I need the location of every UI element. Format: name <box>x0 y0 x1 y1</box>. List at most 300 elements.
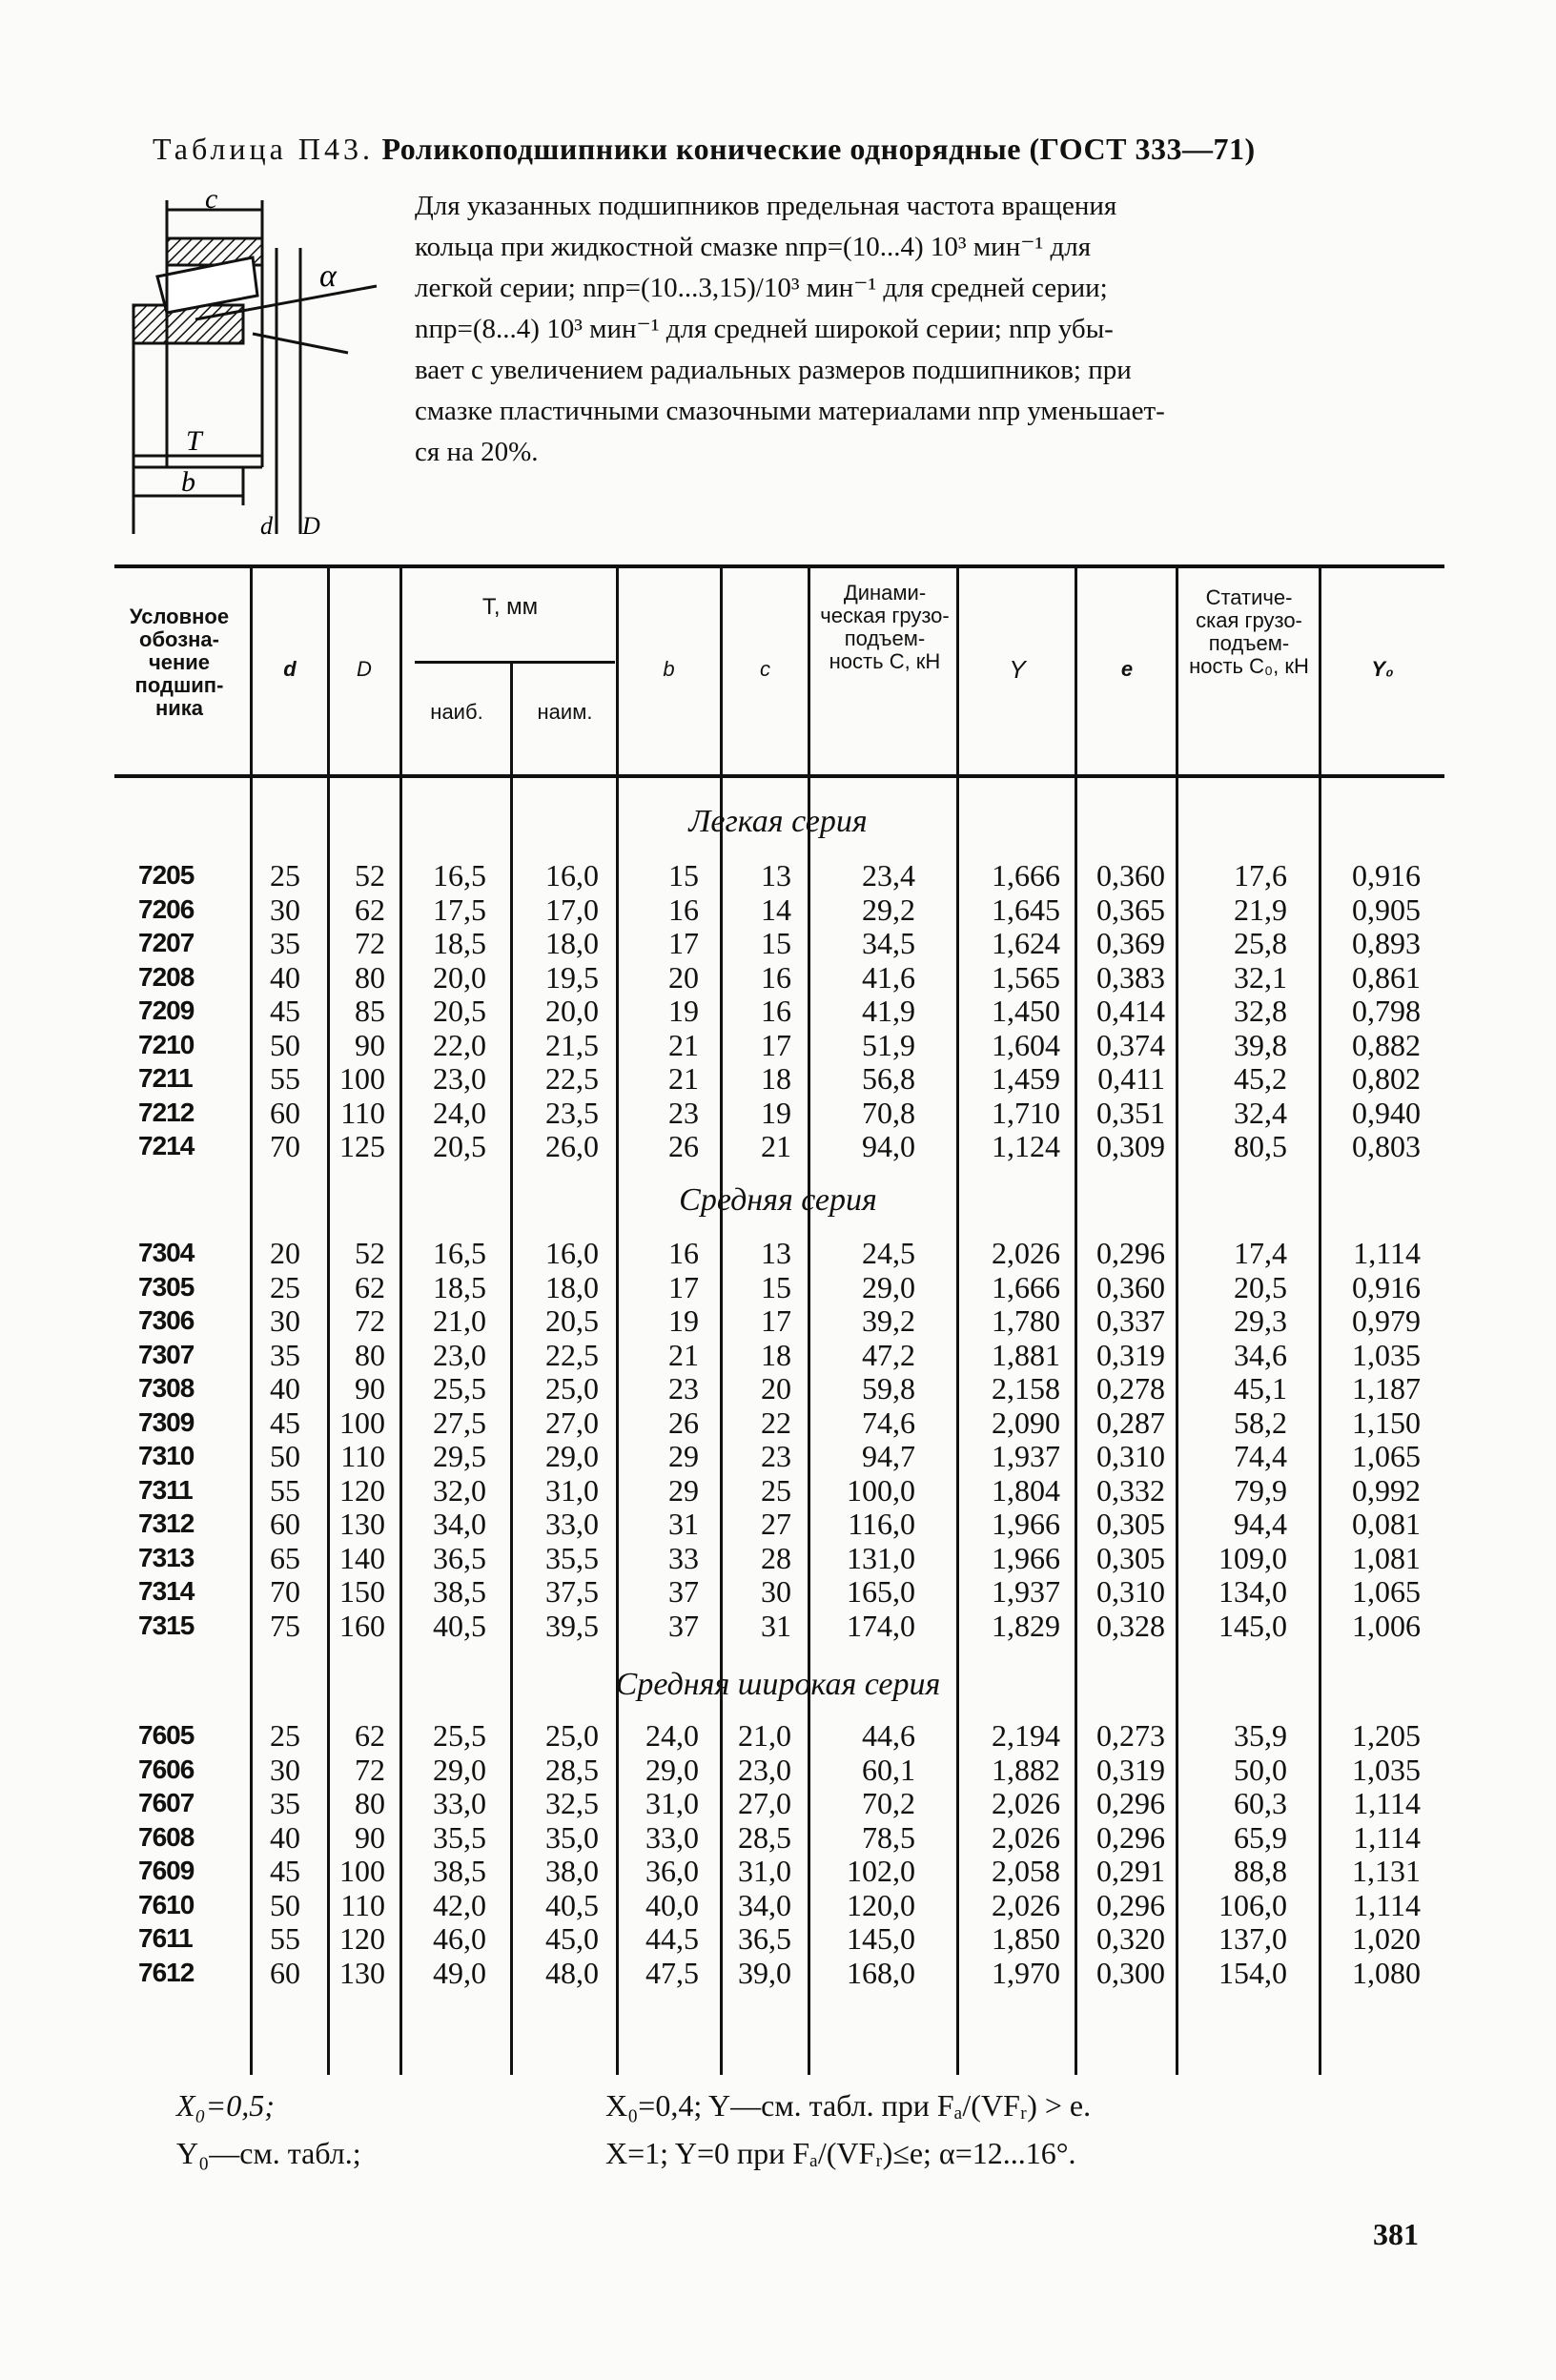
table-cell: 20,5 <box>1234 1269 1287 1304</box>
table-cell: 134,0 <box>1218 1574 1287 1609</box>
table-cell: 70 <box>270 1129 300 1163</box>
diagram-label-T: T <box>186 425 202 457</box>
table-cell: 1,780 <box>992 1303 1060 1338</box>
table-cell: 14 <box>761 892 791 927</box>
bearing-code-cell: 7610 <box>138 1889 194 1919</box>
table-cell: 74,6 <box>862 1405 915 1440</box>
table-cell: 24,0 <box>645 1718 699 1753</box>
table-cell: 0,287 <box>1096 1405 1165 1440</box>
table-cell: 2,026 <box>992 1819 1060 1855</box>
table-cell: 23 <box>668 1371 699 1405</box>
table-cell: 21,0 <box>738 1718 791 1753</box>
table-cell: 40 <box>270 959 300 995</box>
table-cell: 0,803 <box>1352 1129 1421 1163</box>
table-cell: 168,0 <box>847 1955 915 1990</box>
table-cell: 80 <box>355 1786 385 1820</box>
table-cell: 0,916 <box>1352 1269 1421 1304</box>
table-cell: 31,0 <box>545 1472 599 1508</box>
table-cell: 1,065 <box>1352 1439 1421 1473</box>
section-title-light: Легкая серия <box>688 804 868 839</box>
table-cell: 160 <box>339 1608 385 1643</box>
table-cell: 62 <box>355 892 385 927</box>
table-cell: 45,1 <box>1234 1371 1287 1405</box>
table-cell: 94,7 <box>862 1439 915 1473</box>
table-cell: 110 <box>340 1439 385 1473</box>
table-cell: 18 <box>761 1061 791 1096</box>
table-cell: 50 <box>270 1439 300 1473</box>
intro-line: смазке пластичными смазочными материалами nпр уменьшает- <box>415 396 1165 426</box>
table-cell: 40,0 <box>645 1887 699 1922</box>
table-cell: 80 <box>355 959 385 995</box>
table-cell: 131,0 <box>847 1540 915 1575</box>
table-cell: 18 <box>761 1337 791 1372</box>
bearing-code-cell: 7606 <box>138 1754 194 1784</box>
table-cell: 17,5 <box>433 892 486 927</box>
table-cell: 0,291 <box>1096 1854 1165 1888</box>
table-cell: 62 <box>355 1718 385 1753</box>
table-cell: 75 <box>270 1608 300 1643</box>
table-cell: 106,0 <box>1218 1887 1287 1922</box>
section-title-medium: Средняя серия <box>679 1182 877 1218</box>
table-cell: 0,300 <box>1096 1955 1165 1990</box>
table-cell: 26 <box>668 1129 699 1163</box>
table-cell: 102,0 <box>847 1854 915 1888</box>
table-cell: 35 <box>270 1786 300 1820</box>
table-cell: 28 <box>761 1540 791 1575</box>
bearing-code-cell: 7608 <box>138 1821 194 1852</box>
table-cell: 23,0 <box>433 1061 486 1096</box>
table-cell: 32,4 <box>1234 1095 1287 1130</box>
table-cell: 0,310 <box>1096 1574 1165 1609</box>
table-cell: 120,0 <box>847 1887 915 1922</box>
table-cell: 58,2 <box>1234 1405 1287 1440</box>
table-cell: 31 <box>761 1608 791 1643</box>
table-cell: 25,8 <box>1234 926 1287 960</box>
table-cell: 31,0 <box>738 1854 791 1888</box>
diagram-label-c: c <box>205 191 218 215</box>
table-cell: 20,5 <box>433 994 486 1028</box>
bearing-code-cell: 7312 <box>138 1508 194 1538</box>
table-cell: 2,026 <box>992 1236 1060 1270</box>
table-cell: 15 <box>761 926 791 960</box>
table-cell: 19 <box>761 1095 791 1130</box>
bearing-code-cell: 7311 <box>138 1474 193 1505</box>
table-cell: 29,0 <box>433 1752 486 1787</box>
table-cell: 0,309 <box>1096 1129 1165 1163</box>
table-cell: 65 <box>270 1540 300 1575</box>
table-cell: 60 <box>270 1507 300 1541</box>
table-cell: 42,0 <box>433 1887 486 1922</box>
bearing-code-cell: 7304 <box>138 1238 194 1267</box>
table-cell: 0,992 <box>1352 1472 1421 1508</box>
table-cell: 1,829 <box>992 1608 1060 1643</box>
header-Y: Y <box>1009 655 1026 684</box>
footer-x0: X₀=0,5; <box>176 2088 275 2123</box>
table-cell: 21 <box>761 1129 791 1163</box>
bearing-code-cell: 7612 <box>138 1957 194 1987</box>
table-cell: 1,966 <box>992 1540 1060 1575</box>
table-cell: 1,624 <box>992 926 1060 960</box>
table-cell: 29,0 <box>545 1439 599 1473</box>
table-cell: 20,5 <box>545 1303 599 1338</box>
table-cell: 29,0 <box>862 1269 915 1304</box>
table-cell: 0,332 <box>1096 1472 1165 1508</box>
header-T-min: наим. <box>537 700 593 724</box>
table-cell: 32,5 <box>545 1786 599 1820</box>
intro-line: nпр=(8...4) 10³ мин⁻¹ для средней широкой серии; nпр убы- <box>415 314 1114 344</box>
bearing-code-cell: 7314 <box>138 1576 194 1606</box>
table-cell: 120 <box>339 1472 385 1508</box>
table-cell: 109,0 <box>1218 1540 1287 1575</box>
table-cell: 33,0 <box>433 1786 486 1820</box>
table-cell: 74,4 <box>1234 1439 1287 1473</box>
table-cell: 116,0 <box>848 1507 915 1541</box>
table-cell: 130 <box>339 1507 385 1541</box>
bearing-code-cell: 7210 <box>138 1029 194 1059</box>
table-cell: 0,319 <box>1096 1752 1165 1787</box>
table-cell: 44,6 <box>862 1718 915 1753</box>
table-cell: 17 <box>668 926 699 960</box>
table-cell: 0,296 <box>1096 1786 1165 1820</box>
table-label: Таблица П43. <box>153 132 374 166</box>
table-cell: 26,0 <box>545 1129 599 1163</box>
table-cell: 50,0 <box>1234 1752 1287 1787</box>
table-cell: 1,035 <box>1352 1337 1421 1372</box>
table-cell: 17 <box>668 1269 699 1304</box>
table-cell: 1,881 <box>992 1337 1060 1372</box>
table-cell: 25 <box>270 1269 300 1304</box>
table-cell: 39,0 <box>738 1955 791 1990</box>
section-title-medium-wide: Средняя широкая серия <box>615 1667 941 1702</box>
table-caption: Роликоподшипники конические однорядные (ГОСТ 333—71) <box>381 132 1256 166</box>
bearing-code-cell: 7605 <box>138 1720 194 1750</box>
table-cell: 41,9 <box>862 994 915 1028</box>
bearing-diagram <box>110 191 396 553</box>
table-cell: 1,850 <box>992 1921 1060 1956</box>
table-cell: 32,1 <box>1234 959 1287 995</box>
table-cell: 90 <box>355 1819 385 1855</box>
bearing-code-cell: 7205 <box>138 860 194 890</box>
table-cell: 46,0 <box>433 1921 486 1956</box>
header-T: T, мм <box>481 594 539 620</box>
table-cell: 0,798 <box>1352 994 1421 1028</box>
table-cell: 15 <box>668 858 699 892</box>
intro-line: Для указанных подшипников предельная частота вращения <box>415 191 1117 221</box>
bearing-code-cell: 7607 <box>138 1788 194 1817</box>
table-cell: 48,0 <box>545 1955 599 1990</box>
table-cell: 0,369 <box>1096 926 1165 960</box>
table-cell: 55 <box>270 1061 300 1096</box>
intro-paragraph <box>415 186 1440 473</box>
table-cell: 0,305 <box>1096 1540 1165 1575</box>
table-cell: 35,5 <box>433 1819 486 1855</box>
table-cell: 120 <box>339 1921 385 1956</box>
table-cell: 0,273 <box>1096 1718 1165 1753</box>
table-cell: 35,9 <box>1234 1718 1287 1753</box>
header-D: D <box>357 657 372 681</box>
table-cell: 29,5 <box>433 1439 486 1473</box>
table-cell: 37 <box>668 1574 699 1609</box>
table-cell: 27 <box>761 1507 791 1541</box>
table-cell: 1,666 <box>992 858 1060 892</box>
table-cell: 17 <box>761 1303 791 1338</box>
table-cell: 2,026 <box>992 1786 1060 1820</box>
table-cell: 38,0 <box>545 1854 599 1888</box>
table-cell: 45 <box>270 1405 300 1440</box>
header-top-rule <box>114 564 1444 568</box>
table-cell: 2,058 <box>992 1854 1060 1888</box>
table-cell: 13 <box>761 858 791 892</box>
table-cell: 0,310 <box>1096 1439 1165 1473</box>
bearing-code-cell: 7307 <box>138 1339 194 1369</box>
table-cell: 1,035 <box>1352 1752 1421 1787</box>
table-cell: 137,0 <box>1218 1921 1287 1956</box>
table-cell: 2,194 <box>992 1718 1060 1753</box>
table-cell: 30 <box>761 1574 791 1609</box>
table-cell: 145,0 <box>1218 1608 1287 1643</box>
table-cell: 59,8 <box>862 1371 915 1405</box>
table-cell: 0,882 <box>1352 1027 1421 1062</box>
table-cell: 1,065 <box>1352 1574 1421 1609</box>
bearing-code-cell: 7611 <box>138 1923 193 1953</box>
bearing-code-cell: 7306 <box>138 1305 194 1335</box>
table-cell: 1,450 <box>992 994 1060 1028</box>
table-cell: 41,6 <box>862 959 915 995</box>
table-cell: 145,0 <box>847 1921 915 1956</box>
table-cell: 1,459 <box>992 1061 1060 1096</box>
table-cell: 125 <box>339 1129 385 1163</box>
table-cell: 19,5 <box>545 959 599 995</box>
table-cell: 174,0 <box>847 1608 915 1643</box>
table-cell: 2,158 <box>992 1371 1060 1405</box>
table-cell: 35 <box>270 926 300 960</box>
table-cell: 25 <box>761 1472 791 1508</box>
table-cell: 50 <box>270 1887 300 1922</box>
table-cell: 34,0 <box>433 1507 486 1541</box>
table-cell: 38,5 <box>433 1574 486 1609</box>
table-cell: 30 <box>270 1752 300 1787</box>
diagram-label-d: d <box>260 512 273 540</box>
header-C0: Статиче- ская грузо- подъем- ность C₀, кН <box>1189 585 1309 678</box>
table-cell: 25,5 <box>433 1718 486 1753</box>
table-cell: 0,081 <box>1352 1507 1421 1541</box>
table-cell: 27,0 <box>545 1405 599 1440</box>
bearing-code-cell: 7315 <box>138 1610 194 1640</box>
table-cell: 31 <box>668 1507 699 1541</box>
table-cell: 24,5 <box>862 1236 915 1270</box>
diagram-label-D: D <box>302 512 320 540</box>
table-cell: 30 <box>270 1303 300 1338</box>
table-cell: 34,5 <box>862 926 915 960</box>
table-cell: 0,328 <box>1096 1608 1165 1643</box>
bearing-code-cell: 7207 <box>138 928 194 957</box>
bearing-code-cell: 7310 <box>138 1441 194 1470</box>
table-cell: 150 <box>339 1574 385 1609</box>
table-cell: 15 <box>761 1269 791 1304</box>
table-cell: 21 <box>668 1337 699 1372</box>
table-cell: 21 <box>668 1027 699 1062</box>
table-cell: 0,374 <box>1096 1027 1165 1062</box>
table-cell: 0,414 <box>1096 994 1165 1028</box>
bearing-code-cell: 7208 <box>138 961 194 992</box>
table-cell: 100 <box>339 1061 385 1096</box>
table-cell: 51,9 <box>862 1027 915 1062</box>
table-cell: 23,5 <box>545 1095 599 1130</box>
table-cell: 21,0 <box>433 1303 486 1338</box>
bearing-code-cell: 7212 <box>138 1097 194 1127</box>
table-cell: 0,296 <box>1096 1819 1165 1855</box>
table-cell: 90 <box>355 1371 385 1405</box>
table-cell: 45,2 <box>1234 1061 1287 1096</box>
table-cell: 0,861 <box>1352 959 1421 995</box>
table-cell: 1,114 <box>1353 1236 1421 1270</box>
table-cell: 17,0 <box>545 892 599 927</box>
intro-line: кольца при жидкостной смазке nпр=(10...4) 10³ мин⁻¹ для <box>415 232 1092 262</box>
intro-line: ся на 20%. <box>415 437 539 467</box>
table-cell: 37,5 <box>545 1574 599 1609</box>
table-cell: 0,320 <box>1096 1921 1165 1956</box>
table-cell: 1,937 <box>992 1439 1060 1473</box>
table-cell: 1,124 <box>992 1129 1060 1163</box>
header-T-max: наиб. <box>430 700 483 724</box>
table-cell: 23,0 <box>433 1337 486 1372</box>
table-cell: 110 <box>340 1887 385 1922</box>
table-cell: 25 <box>270 858 300 892</box>
table-cell: 1,882 <box>992 1752 1060 1787</box>
table-cell: 25,0 <box>545 1371 599 1405</box>
table-cell: 31,0 <box>645 1786 699 1820</box>
table-cell: 1,080 <box>1352 1955 1421 1990</box>
table-cell: 21 <box>668 1061 699 1096</box>
table-cell: 22,0 <box>433 1027 486 1062</box>
table-cell: 60 <box>270 1955 300 1990</box>
table-cell: 16,5 <box>433 1236 486 1270</box>
table-cell: 100 <box>339 1854 385 1888</box>
table-cell: 29,2 <box>862 892 915 927</box>
table-cell: 35 <box>270 1337 300 1372</box>
table-cell: 34,6 <box>1234 1337 1287 1372</box>
table-cell: 70 <box>270 1574 300 1609</box>
table-cell: 39,2 <box>862 1303 915 1338</box>
table-cell: 21,9 <box>1234 892 1287 927</box>
table-cell: 0,365 <box>1096 892 1165 927</box>
table-cell: 28,5 <box>545 1752 599 1787</box>
table-title <box>153 132 1256 167</box>
table-cell: 0,905 <box>1352 892 1421 927</box>
footer-condition-2: X=1; Y=0 при Fₐ/(VFᵣ)≤e; α=12...16°. <box>605 2136 1076 2170</box>
table-cell: 45,0 <box>545 1921 599 1956</box>
table-cell: 47,5 <box>645 1955 699 1990</box>
table-cell: 33,0 <box>545 1507 599 1541</box>
table-cell: 49,0 <box>433 1955 486 1990</box>
table-cell: 0,351 <box>1096 1095 1165 1130</box>
table-cell: 18,0 <box>545 926 599 960</box>
header-C: Динами- ческая грузо- подъем- ность C, кН <box>820 581 950 673</box>
table-cell: 0,278 <box>1096 1371 1165 1405</box>
table-cell: 39,8 <box>1234 1027 1287 1062</box>
table-cell: 1,006 <box>1352 1608 1421 1643</box>
table-cell: 29 <box>668 1439 699 1473</box>
table-cell: 85 <box>355 994 385 1028</box>
table-cell: 0,979 <box>1352 1303 1421 1338</box>
bearing-code-cell: 7214 <box>138 1131 194 1160</box>
table-cell: 23,0 <box>738 1752 791 1787</box>
table-cell: 90 <box>355 1027 385 1062</box>
table-cell: 0,296 <box>1096 1236 1165 1270</box>
table-cell: 0,940 <box>1352 1095 1421 1130</box>
table-cell: 23 <box>761 1439 791 1473</box>
table-cell: 0,916 <box>1352 858 1421 892</box>
table-cell: 1,966 <box>992 1507 1060 1541</box>
table-cell: 35,5 <box>545 1540 599 1575</box>
table-cell: 88,8 <box>1234 1854 1287 1888</box>
diagram-label-alpha: α <box>319 258 337 294</box>
table-cell: 20,5 <box>433 1129 486 1163</box>
header-bottom-rule <box>114 774 1444 778</box>
table-cell: 25,5 <box>433 1371 486 1405</box>
table-cell: 1,565 <box>992 959 1060 995</box>
table-cell: 100 <box>339 1405 385 1440</box>
diagram-label-b: b <box>181 466 195 498</box>
table-cell: 0,305 <box>1096 1507 1165 1541</box>
table-cell: 110 <box>340 1095 385 1130</box>
table-cell: 32,8 <box>1234 994 1287 1028</box>
table-cell: 130 <box>339 1955 385 1990</box>
table-cell: 36,5 <box>738 1921 791 1956</box>
table-cell: 2,026 <box>992 1887 1060 1922</box>
table-cell: 52 <box>355 1236 385 1270</box>
table-cell: 25,0 <box>545 1718 599 1753</box>
table-cell: 56,8 <box>862 1061 915 1096</box>
header-b: b <box>663 657 675 681</box>
table-cell: 60,3 <box>1234 1786 1287 1820</box>
table-cell: 36,5 <box>433 1540 486 1575</box>
footer-condition-1: X₀=0,4; Y—см. табл. при Fₐ/(VFᵣ) > e. <box>605 2088 1092 2123</box>
table-cell: 16 <box>761 959 791 995</box>
table-cell: 47,2 <box>862 1337 915 1372</box>
table-cell: 26 <box>668 1405 699 1440</box>
bearing-code-cell: 7309 <box>138 1406 194 1437</box>
table-cell: 0,360 <box>1096 858 1165 892</box>
table-cell: 16,5 <box>433 858 486 892</box>
header-Y0: Y₀ <box>1371 657 1394 681</box>
table-cell: 33,0 <box>645 1819 699 1855</box>
header-designation: Условное обозна- чение подшип- ника <box>129 605 230 720</box>
table-cell: 0,411 <box>1097 1061 1165 1096</box>
table-cell: 35,0 <box>545 1819 599 1855</box>
table-cell: 0,360 <box>1096 1269 1165 1304</box>
table-cell: 70,8 <box>862 1095 915 1130</box>
table-cell: 19 <box>668 1303 699 1338</box>
bearing-code-cell: 7211 <box>138 1063 193 1093</box>
table-cell: 18,0 <box>545 1269 599 1304</box>
table-cell: 27,0 <box>738 1786 791 1820</box>
table-cell: 1,604 <box>992 1027 1060 1062</box>
table-cell: 79,9 <box>1234 1472 1287 1508</box>
header-T-rule <box>415 661 615 664</box>
table-cell: 16 <box>668 1236 699 1270</box>
table-cell: 23 <box>668 1095 699 1130</box>
bearing-code-cell: 7209 <box>138 995 194 1025</box>
table-cell: 30 <box>270 892 300 927</box>
table-cell: 165,0 <box>847 1574 915 1609</box>
table-cell: 94,0 <box>862 1129 915 1163</box>
table-cell: 37 <box>668 1608 699 1643</box>
table-cell: 1,150 <box>1352 1405 1421 1440</box>
table-cell: 2,090 <box>992 1405 1060 1440</box>
intro-line: вает с увеличением радиальных размеров подшипников; при <box>415 355 1132 385</box>
table-cell: 24,0 <box>433 1095 486 1130</box>
